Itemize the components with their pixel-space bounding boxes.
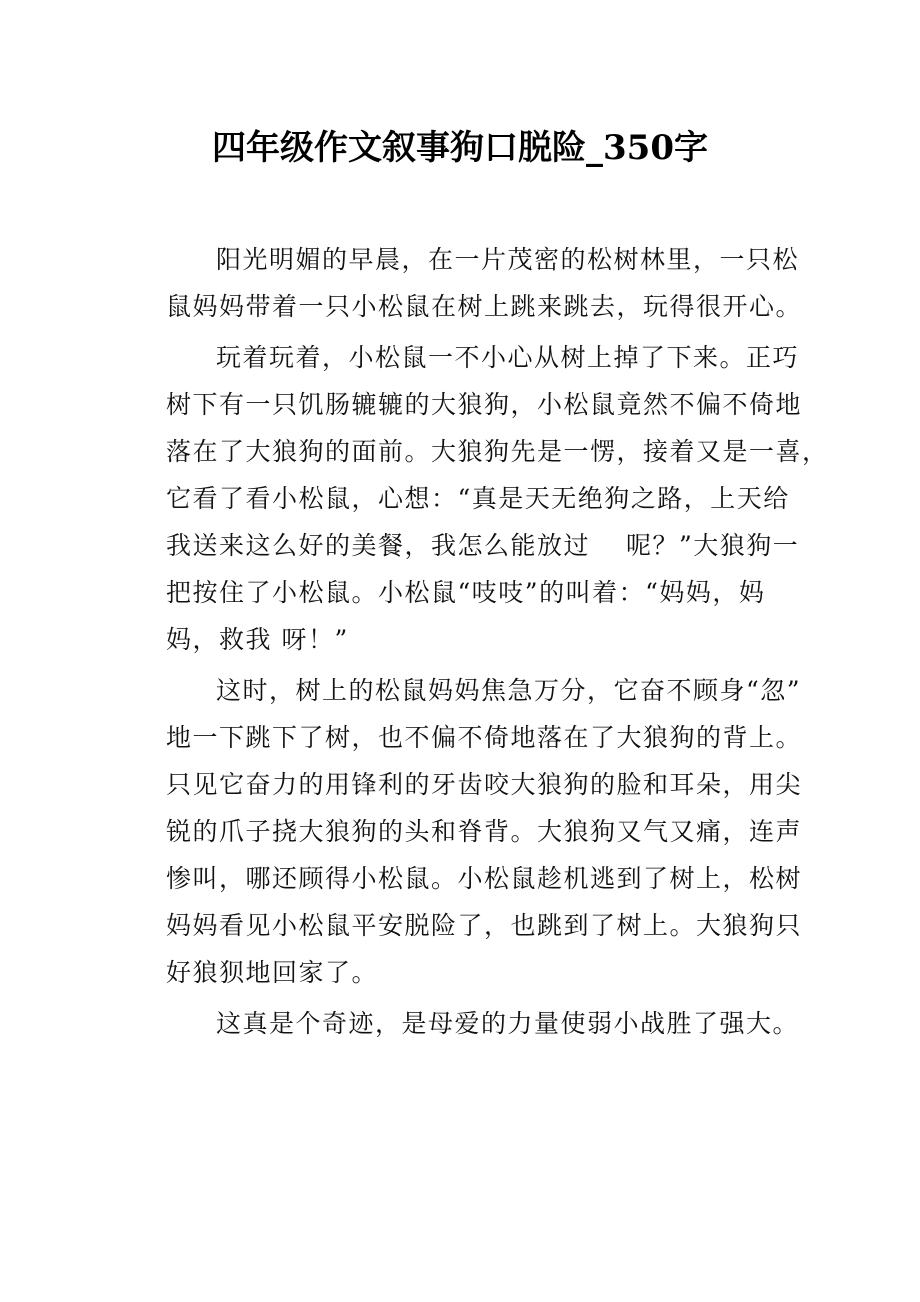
paragraph-line: 只见它奋力的用锋利的牙齿咬大狼狗的脸和耳朵，用尖 [166,770,803,799]
paragraph-line: 鼠妈妈带着一只小松鼠在树上跳来跳去，玩得很开心。 [166,292,803,321]
document-body [166,236,829,1047]
paragraph-line: 它看了看小松鼠，心想：“真是天无绝狗之路，上天给 [166,484,790,513]
paragraph-2 [166,334,829,663]
paragraph-line: 把按住了小松鼠。小松鼠“吱吱”的叫着：“妈妈，妈 [166,578,766,607]
document-title: 四年级作文叙事狗口脱险_350字 [212,128,708,168]
paragraph-line: 玩着玩着，小松鼠一不小心从树上掉了下来。正巧 [216,343,800,372]
paragraph-3 [166,667,803,996]
paragraph-line: 妈，救我 呀！” [166,625,349,654]
paragraph-line: 我送来这么好的美餐，我怎么能放过 呢？”大狼狗一 [166,531,800,560]
paragraph-line: 地一下跳下了树，也不偏不倚地落在了大狼狗的背上。 [166,723,803,752]
paragraph-line: 阳光明媚的早晨，在一片茂密的松树林里，一只松 [216,245,800,274]
paragraph-line: 这真是个奇迹，是母爱的力量使弱小战胜了强大。 [216,1009,800,1038]
paragraph-line: 惨叫，哪还顾得小松鼠。小松鼠趁机逃到了树上，松树 [166,864,803,893]
paragraph-line: 这时，树上的松鼠妈妈焦急万分，它奋不顾身“忽” [216,676,802,705]
paragraph-line: 落在了大狼狗的面前。大狼狗先是一愣，接着又是一喜， [166,437,829,466]
paragraph-line: 好狼狈地回家了。 [166,958,379,987]
paragraph-line: 妈妈看见小松鼠平安脱险了，也跳到了树上。大狼狗只 [166,911,803,940]
paragraph-1 [166,236,803,330]
paragraph-line: 树下有一只饥肠辘辘的大狼狗，小松鼠竟然不偏不倚地 [166,390,803,419]
paragraph-4 [166,1000,800,1047]
paragraph-line: 锐的爪子挠大狼狗的头和脊背。大狼狗又气又痛，连声 [166,817,803,846]
